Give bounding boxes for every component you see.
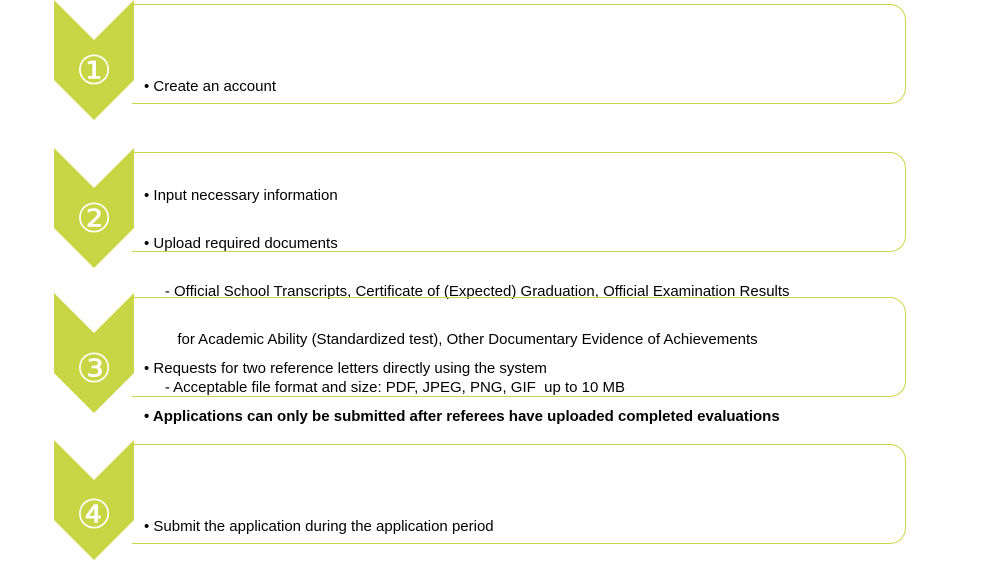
step-2-line-5: - Acceptable file format and size: PDF, JPEG, PNG, GIF up to 10 MB (144, 379, 626, 396)
step-3-line-2: • Applications can only be submitted after referees have uploaded completed evaluations (144, 408, 780, 425)
step-3-line-1: • Requests for two reference letters directly using the system (144, 360, 547, 377)
step-1-line-1: • Create an account (144, 78, 276, 95)
step-2-number: ② (76, 196, 112, 242)
step-4-text (144, 487, 494, 567)
step-2-line-1: • Input necessary information (144, 187, 338, 204)
step-4-number: ④ (76, 492, 112, 538)
step-2-line-4: for Academic Ability (Standardized test), Other Documentary Evidence of Achievements (144, 331, 758, 348)
step-2-line-3: - Official School Transcripts, Certificate of (Expected) Graduation, Official Examination Results (144, 283, 790, 300)
step-1-text (144, 47, 276, 127)
step-3-number: ③ (76, 346, 112, 392)
step-2-line-2: • Upload required documents (144, 235, 338, 252)
step-1-number: ① (76, 48, 112, 94)
step-4-line-1: • Submit the application during the application period (144, 518, 494, 535)
step-3-text (144, 329, 780, 457)
